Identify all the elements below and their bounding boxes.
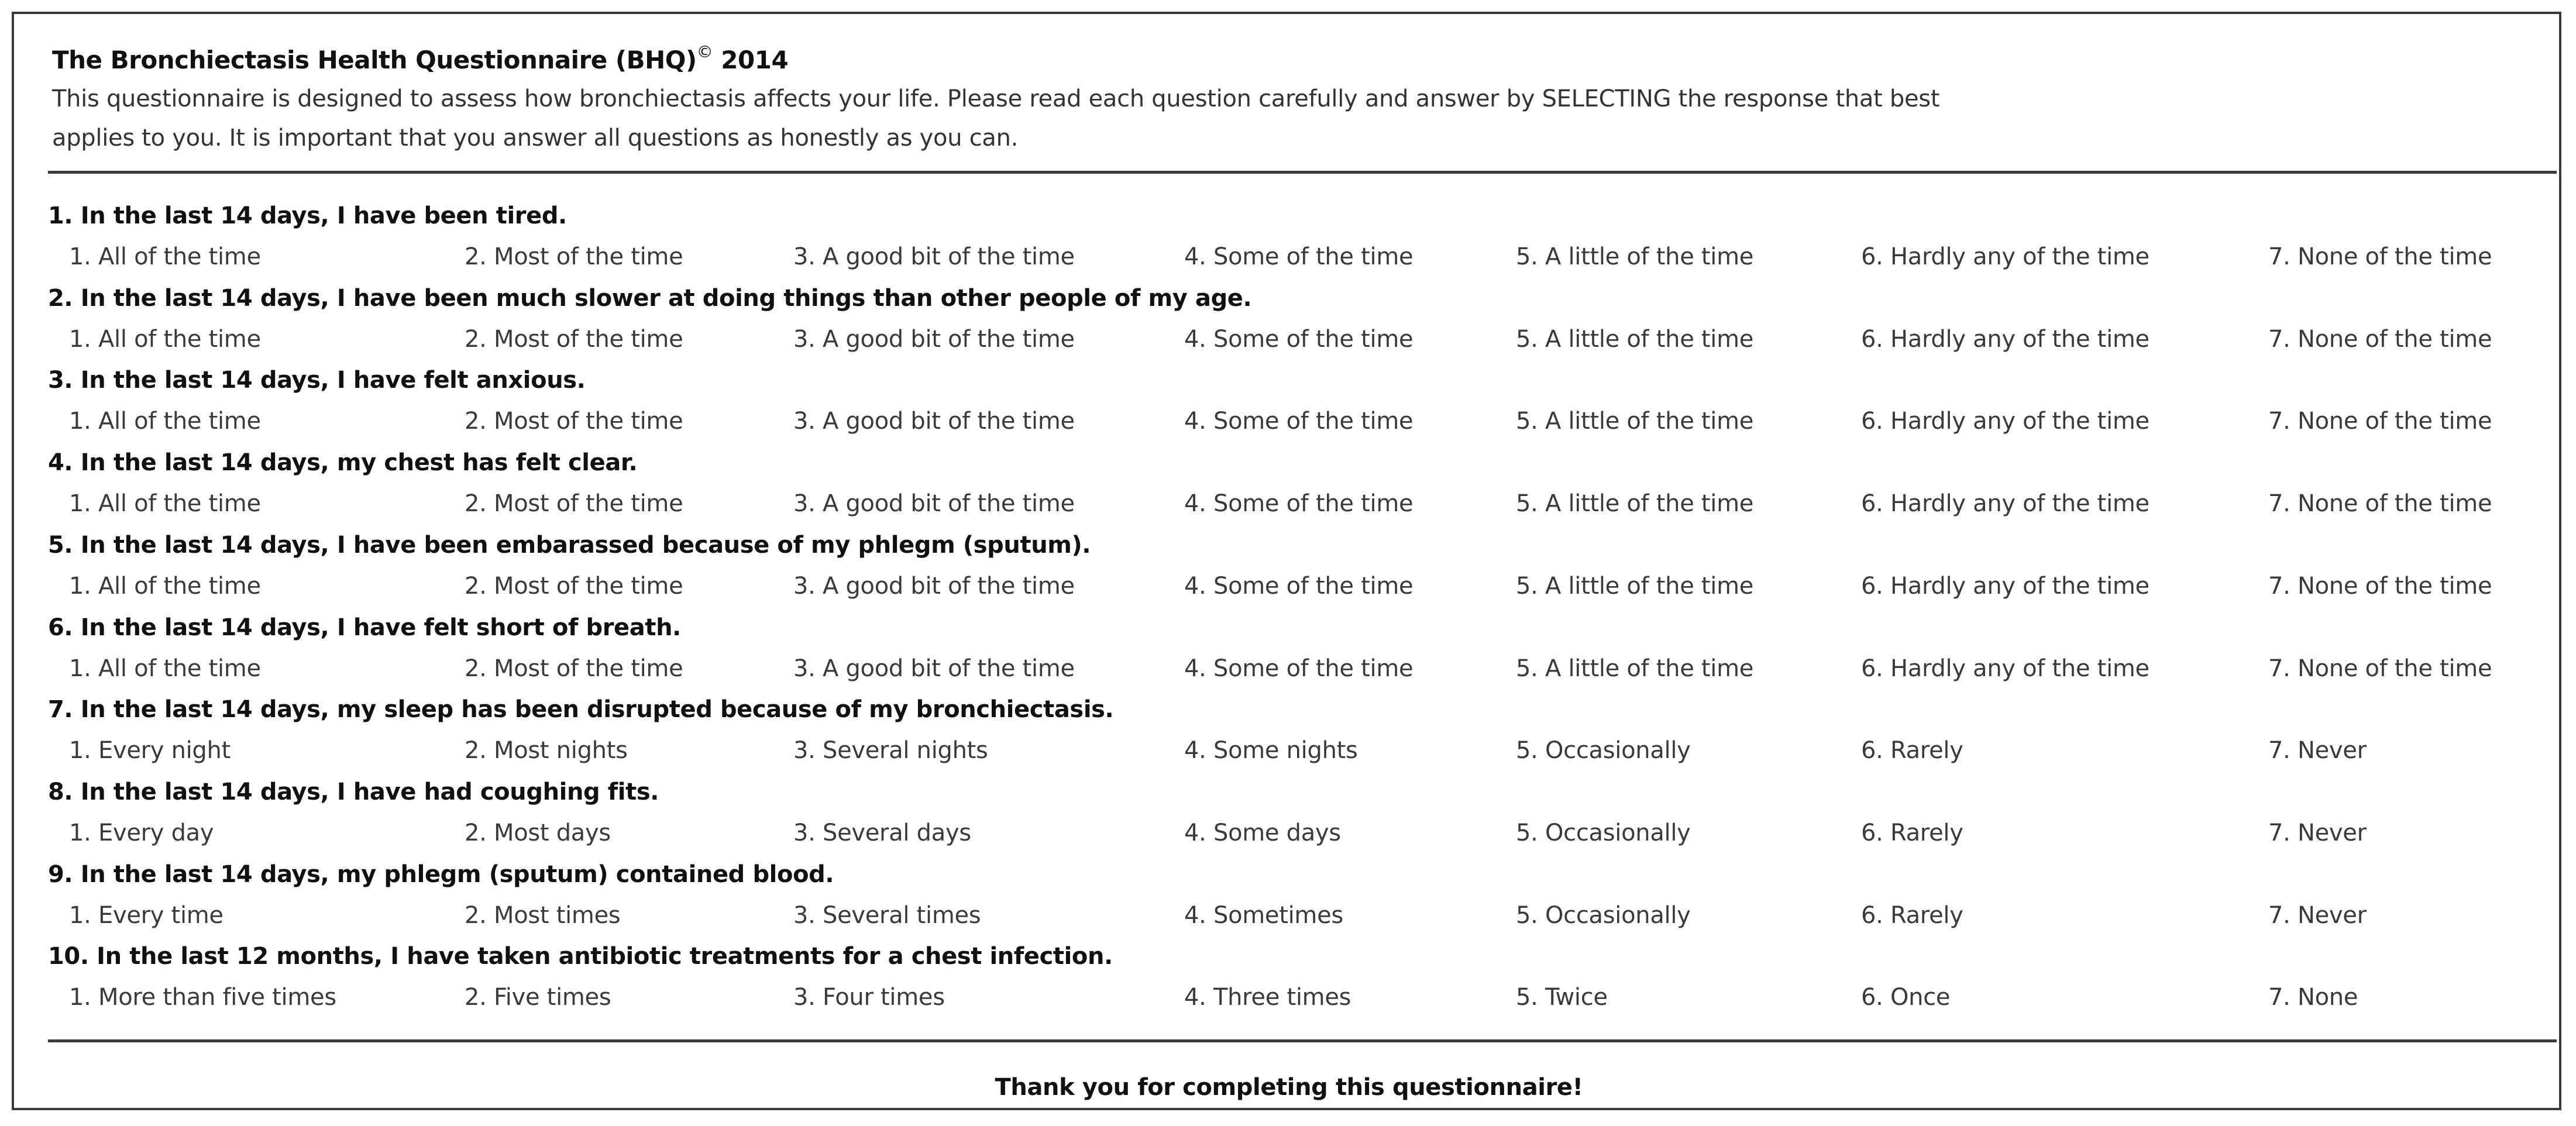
answer-option[interactable]: 7. Never: [2268, 902, 2367, 929]
answer-option[interactable]: 5. Occasionally: [1516, 819, 1691, 846]
thank-you-message: Thank you for completing this questionnaire!: [995, 1074, 1583, 1101]
title-year: 2014: [721, 46, 789, 74]
answer-option[interactable]: 3. A good bit of the time: [793, 408, 1075, 435]
answer-option[interactable]: 1. All of the time: [69, 408, 261, 435]
answer-option[interactable]: 6. Hardly any of the time: [1861, 326, 2149, 353]
answer-option[interactable]: 4. Some nights: [1184, 737, 1358, 764]
question-text: 3. In the last 14 days, I have felt anxious.: [48, 367, 586, 394]
answer-option[interactable]: 4. Some of the time: [1184, 243, 1413, 270]
answer-option[interactable]: 7. None of the time: [2268, 573, 2492, 600]
answer-option[interactable]: 2. Most of the time: [465, 573, 683, 600]
answer-option[interactable]: 1. All of the time: [69, 573, 261, 600]
answer-option[interactable]: 6. Rarely: [1861, 902, 1963, 929]
answer-option[interactable]: 7. None of the time: [2268, 490, 2492, 517]
question-text: 2. In the last 14 days, I have been much slower at doing things than other people of my age.: [48, 285, 1252, 312]
answer-option[interactable]: 7. Never: [2268, 737, 2367, 764]
answer-option[interactable]: 4. Sometimes: [1184, 902, 1343, 929]
answer-option[interactable]: 5. A little of the time: [1516, 326, 1754, 353]
question-text: 9. In the last 14 days, my phlegm (sputum) contained blood.: [48, 861, 834, 888]
top-divider: [48, 171, 2557, 174]
answer-option[interactable]: 7. None: [2268, 984, 2358, 1011]
answer-option[interactable]: 7. None of the time: [2268, 326, 2492, 353]
intro-line-2: applies to you. It is important that you answer all questions as honestly as you can.: [52, 125, 1019, 151]
question-text: 4. In the last 14 days, my chest has felt clear.: [48, 449, 638, 476]
answer-option[interactable]: 4. Some of the time: [1184, 573, 1413, 600]
answer-option[interactable]: 1. All of the time: [69, 326, 261, 353]
answer-option[interactable]: 5. A little of the time: [1516, 655, 1754, 682]
answer-option[interactable]: 4. Three times: [1184, 984, 1351, 1011]
answer-option[interactable]: 1. More than five times: [69, 984, 336, 1011]
answer-option[interactable]: 3. Several days: [793, 819, 971, 846]
intro-line-1: This questionnaire is designed to assess how bronchiectasis affects your life. Please read each question carefully and answer by SELECTING the response that best: [52, 85, 1940, 112]
answer-option[interactable]: 4. Some of the time: [1184, 490, 1413, 517]
answer-option[interactable]: 2. Most nights: [465, 737, 628, 764]
answer-option[interactable]: 3. A good bit of the time: [793, 573, 1075, 600]
question-text: 6. In the last 14 days, I have felt short of breath.: [48, 614, 681, 641]
answer-option[interactable]: 1. All of the time: [69, 490, 261, 517]
answer-option[interactable]: 3. A good bit of the time: [793, 243, 1075, 270]
answer-option[interactable]: 7. None of the time: [2268, 408, 2492, 435]
answer-option[interactable]: 5. A little of the time: [1516, 573, 1754, 600]
answer-option[interactable]: 2. Most of the time: [465, 326, 683, 353]
answer-option[interactable]: 5. A little of the time: [1516, 408, 1754, 435]
answer-option[interactable]: 5. A little of the time: [1516, 490, 1754, 517]
answer-option[interactable]: 2. Most of the time: [465, 243, 683, 270]
answer-option[interactable]: 1. Every time: [69, 902, 223, 929]
answer-option[interactable]: 6. Rarely: [1861, 737, 1963, 764]
answer-option[interactable]: 1. Every day: [69, 819, 214, 846]
answer-option[interactable]: 3. Four times: [793, 984, 945, 1011]
answer-option[interactable]: 2. Most of the time: [465, 655, 683, 682]
answer-option[interactable]: 4. Some of the time: [1184, 326, 1413, 353]
answer-option[interactable]: 6. Hardly any of the time: [1861, 490, 2149, 517]
answer-option[interactable]: 5. A little of the time: [1516, 243, 1754, 270]
answer-option[interactable]: 1. All of the time: [69, 655, 261, 682]
answer-option[interactable]: 2. Most times: [465, 902, 621, 929]
answer-option[interactable]: 7. None of the time: [2268, 655, 2492, 682]
answer-option[interactable]: 5. Occasionally: [1516, 902, 1691, 929]
answer-option[interactable]: 4. Some days: [1184, 819, 1341, 846]
answer-option[interactable]: 6. Hardly any of the time: [1861, 408, 2149, 435]
copyright-symbol: ©: [696, 42, 713, 61]
answer-option[interactable]: 4. Some of the time: [1184, 408, 1413, 435]
answer-option[interactable]: 3. Several times: [793, 902, 981, 929]
title-text: The Bronchiectasis Health Questionnaire (BHQ): [52, 46, 697, 74]
question-text: 10. In the last 12 months, I have taken antibiotic treatments for a chest infection.: [48, 943, 1113, 970]
answer-option[interactable]: 2. Most of the time: [465, 408, 683, 435]
answer-option[interactable]: 6. Hardly any of the time: [1861, 573, 2149, 600]
answer-option[interactable]: 1. All of the time: [69, 243, 261, 270]
answer-option[interactable]: 5. Twice: [1516, 984, 1608, 1011]
answer-option[interactable]: 7. None of the time: [2268, 243, 2492, 270]
answer-option[interactable]: 6. Once: [1861, 984, 1951, 1011]
answer-option[interactable]: 3. A good bit of the time: [793, 326, 1075, 353]
answer-option[interactable]: 3. A good bit of the time: [793, 655, 1075, 682]
answer-option[interactable]: 6. Hardly any of the time: [1861, 243, 2149, 270]
answer-option[interactable]: 3. Several nights: [793, 737, 988, 764]
questionnaire-frame: [12, 12, 2561, 1110]
answer-option[interactable]: 6. Hardly any of the time: [1861, 655, 2149, 682]
answer-option[interactable]: 2. Most days: [465, 819, 611, 846]
bottom-divider: [48, 1039, 2557, 1042]
answer-option[interactable]: 1. Every night: [69, 737, 231, 764]
answer-option[interactable]: 3. A good bit of the time: [793, 490, 1075, 517]
answer-option[interactable]: 7. Never: [2268, 819, 2367, 846]
answer-option[interactable]: 6. Rarely: [1861, 819, 1963, 846]
question-text: 5. In the last 14 days, I have been embarassed because of my phlegm (sputum).: [48, 532, 1091, 559]
answer-option[interactable]: 5. Occasionally: [1516, 737, 1691, 764]
question-text: 7. In the last 14 days, my sleep has been disrupted because of my bronchiectasis.: [48, 696, 1114, 723]
answer-option[interactable]: 4. Some of the time: [1184, 655, 1413, 682]
answer-option[interactable]: 2. Five times: [465, 984, 611, 1011]
answer-option[interactable]: 2. Most of the time: [465, 490, 683, 517]
question-text: 8. In the last 14 days, I have had coughing fits.: [48, 779, 659, 805]
page-title: [52, 44, 788, 74]
question-text: 1. In the last 14 days, I have been tired.: [48, 202, 567, 229]
